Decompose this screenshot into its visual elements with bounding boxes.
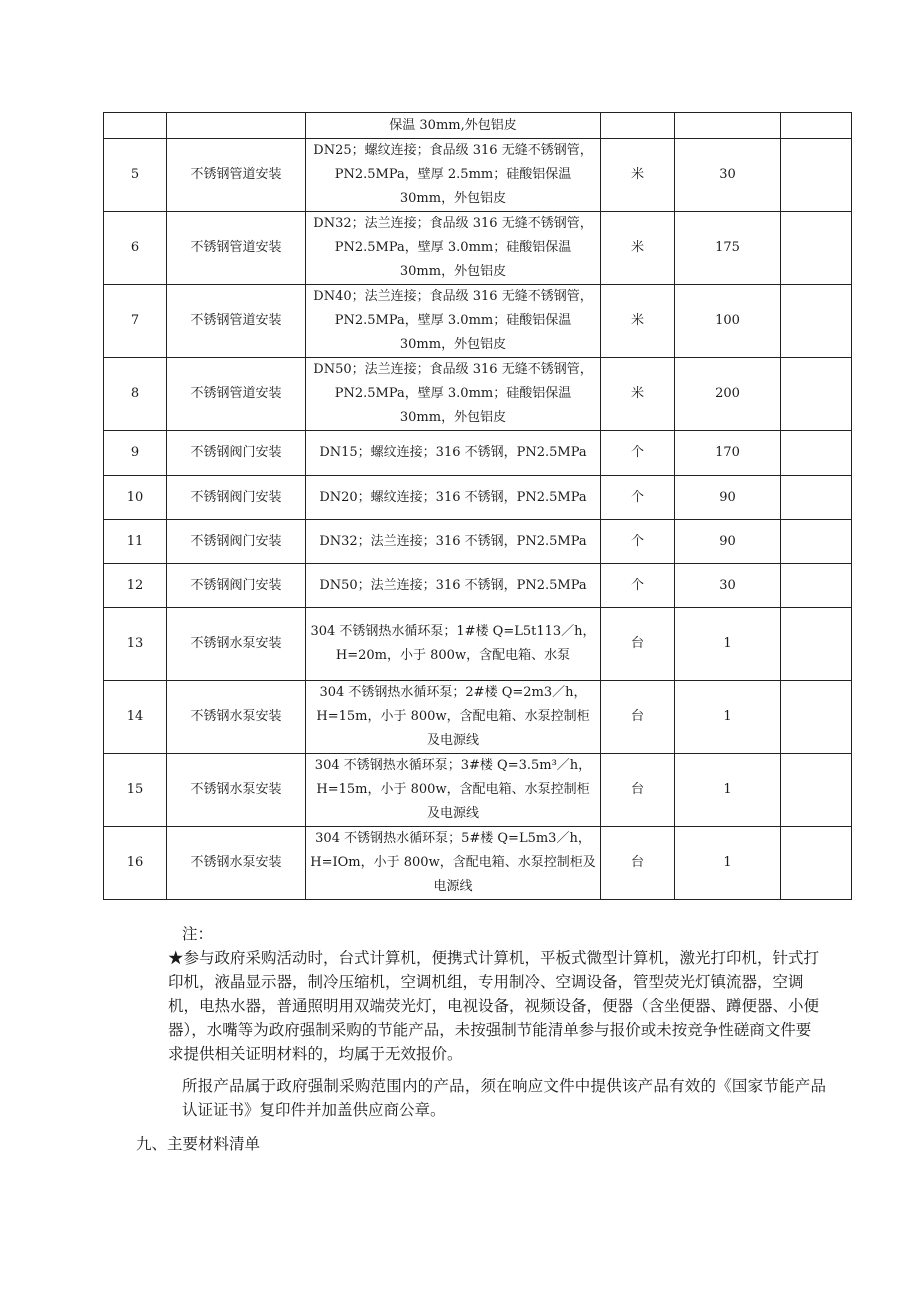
item-spec: DN40；法兰连接；食品级 316 无缝不锈钢管，PN2.5MPa，壁厚 3.0mm；硅酸铝保温 30mm，外包铝皮 [306,285,601,358]
row-number: 5 [104,139,167,212]
item-name: 不锈钢阀门安装 [167,564,306,608]
item-name: 不锈钢水泵安装 [167,681,306,754]
item-spec: DN15；螺纹连接；316 不锈钢，PN2.5MPa [306,431,601,476]
item-quantity: 1 [675,608,781,681]
item-spec: DN50；法兰连接；食品级 316 无缝不锈钢管，PN2.5MPa，壁厚 3.0mm；硅酸铝保温 30mm，外包铝皮 [306,358,601,431]
row-number: 8 [104,358,167,431]
item-name: 不锈钢水泵安装 [167,827,306,900]
item-spec: 保温 30mm,外包铝皮 [306,113,601,139]
item-spec: 304 不锈钢热水循环泵；1#楼 Q=L5t113／h，H=20m，小于 800w，含配电箱、水泵 [306,608,601,681]
item-quantity: 30 [675,564,781,608]
row-number: 11 [104,520,167,564]
spec-table-body [104,113,852,900]
row-number: 9 [104,431,167,476]
item-unit: 台 [601,754,675,827]
item-remark [781,431,852,476]
item-unit: 台 [601,608,675,681]
table-row [104,431,852,476]
table-row [104,358,852,431]
item-name [167,113,306,139]
table-row [104,285,852,358]
item-name: 不锈钢阀门安装 [167,476,306,520]
item-spec: DN50；法兰连接；316 不锈钢，PN2.5MPa [306,564,601,608]
item-remark [781,520,852,564]
item-remark [781,754,852,827]
item-quantity: 90 [675,520,781,564]
item-remark [781,681,852,754]
spec-table [103,112,852,900]
table-row [104,608,852,681]
item-unit: 台 [601,827,675,900]
item-quantity: 30 [675,139,781,212]
item-name: 不锈钢阀门安装 [167,431,306,476]
item-quantity: 1 [675,754,781,827]
table-row [104,113,852,139]
item-quantity: 90 [675,476,781,520]
row-number: 14 [104,681,167,754]
row-number: 6 [104,212,167,285]
item-unit [601,113,675,139]
item-unit: 个 [601,520,675,564]
item-name: 不锈钢阀门安装 [167,520,306,564]
item-remark [781,139,852,212]
row-number: 7 [104,285,167,358]
notes-paragraph-2: 所报产品属于政府强制采购范围内的产品，须在响应文件中提供该产品有效的《国家节能产品认证证书》复印件并加盖供应商公章。 [182,1077,826,1119]
item-unit: 米 [601,212,675,285]
row-number [104,113,167,139]
table-row [104,564,852,608]
item-quantity: 200 [675,358,781,431]
item-name: 不锈钢管道安装 [167,139,306,212]
item-spec: DN32；法兰连接；316 不锈钢，PN2.5MPa [306,520,601,564]
item-unit: 米 [601,285,675,358]
notes-paragraph-1-text: ★参与政府采购活动时，台式计算机，便携式计算机，平板式微型计算机，激光打印机，针式打印机，液晶显示器，制冷压缩机，空调机组，专用制冷、空调设备，管型荧光灯镇流器，空调机，电热水器，普通照明用双端荧光灯，电视设备，视频设备，便器（含坐便器、蹲便器、小便器），水嘴等为政府强制采购的节能产品，未按强制节能清单参与报价或未按竞争性磋商文件要求提供相关证明材料的，均属于无效报价。 [168,949,820,1063]
item-remark [781,476,852,520]
row-number: 15 [104,754,167,827]
item-name: 不锈钢管道安装 [167,212,306,285]
item-name: 不锈钢水泵安装 [167,754,306,827]
item-spec: DN20；螺纹连接；316 不锈钢，PN2.5MPa [306,476,601,520]
table-row [104,827,852,900]
item-name: 不锈钢水泵安装 [167,608,306,681]
row-number: 12 [104,564,167,608]
item-quantity: 170 [675,431,781,476]
table-row [104,754,852,827]
table-row [104,681,852,754]
notes-section [136,922,826,1156]
table-row [104,476,852,520]
item-remark [781,827,852,900]
item-quantity [675,113,781,139]
notes-paragraph-1 [136,946,826,1066]
item-spec: 304 不锈钢热水循环泵；3#楼 Q=3.5m³／h，H=15m，小于 800w，含配电箱、水泵控制柜及电源线 [306,754,601,827]
item-unit: 米 [601,358,675,431]
row-number: 16 [104,827,167,900]
item-spec: 304 不锈钢热水循环泵；5#楼 Q=L5m3／h，H=IOm，小于 800w，含配电箱、水泵控制柜及电源线 [306,827,601,900]
item-remark [781,608,852,681]
item-spec: DN32；法兰连接；食品级 316 无缝不锈钢管，PN2.5MPa，壁厚 3.0mm；硅酸铝保温 30mm，外包铝皮 [306,212,601,285]
item-remark [781,285,852,358]
item-remark [781,212,852,285]
row-number: 10 [104,476,167,520]
notes-label: 注： [182,925,214,943]
item-quantity: 1 [675,827,781,900]
item-unit: 个 [601,476,675,520]
item-unit: 个 [601,564,675,608]
item-name: 不锈钢管道安装 [167,285,306,358]
item-unit: 米 [601,139,675,212]
table-row [104,520,852,564]
item-remark [781,358,852,431]
item-spec: 304 不锈钢热水循环泵；2#楼 Q=2m3／h，H=15m，小于 800w，含配电箱、水泵控制柜及电源线 [306,681,601,754]
item-quantity: 175 [675,212,781,285]
item-remark [781,564,852,608]
table-row [104,139,852,212]
item-spec: DN25；螺纹连接；食品级 316 无缝不锈钢管，PN2.5MPa，壁厚 2.5mm；硅酸铝保温 30mm，外包铝皮 [306,139,601,212]
item-quantity: 1 [675,681,781,754]
table-row [104,212,852,285]
section-heading: 九、主要材料清单 [136,1135,261,1153]
row-number: 13 [104,608,167,681]
item-unit: 个 [601,431,675,476]
item-name: 不锈钢管道安装 [167,358,306,431]
item-quantity: 100 [675,285,781,358]
item-unit: 台 [601,681,675,754]
item-remark [781,113,852,139]
